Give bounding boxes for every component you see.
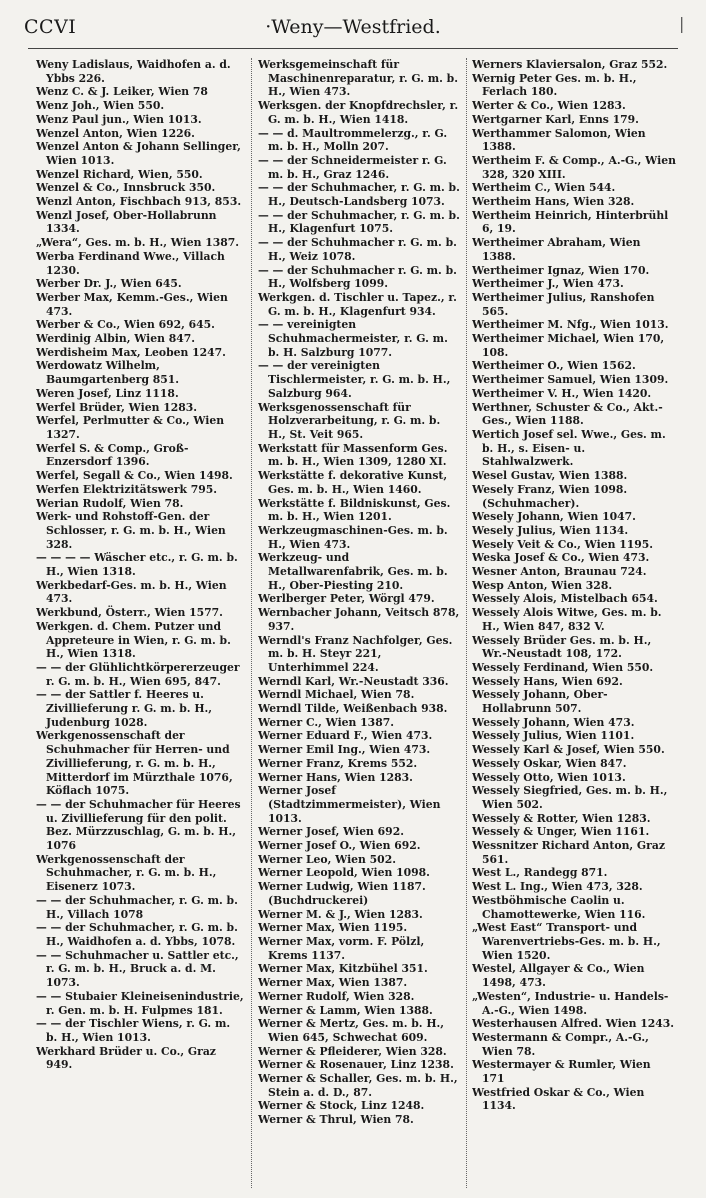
directory-entry: Westböhmische Caolin u. Chamottewerke, Wien 116.: [472, 893, 646, 921]
directory-entry: Wessely Johann, Ober-Hollabrunn 507.: [472, 688, 608, 716]
directory-entry: Werner & Mertz, Ges. m. b. H., Wien 645, Schwechat 609.: [258, 1017, 445, 1044]
directory-entry: Werner Max, Wien 1387.: [258, 976, 408, 990]
directory-entry: — — der vereinigten Tischlermeister, r. G. m. b. H., Salzburg 964.: [258, 359, 451, 400]
directory-entry: Werdowatz Wilhelm, Baumgartenberg 851.: [36, 359, 180, 387]
directory-entry: Werthammer Salomon, Wien 1388.: [472, 126, 646, 154]
directory-entry: Werkgen. d. Tischler u. Tapez., r. G. m. b. H., Klagenfurt 934.: [258, 290, 457, 318]
directory-entry: Wertheimer V. H., Wien 1420.: [472, 386, 652, 400]
directory-entry: Werner Josef O., Wien 692.: [258, 839, 421, 853]
directory-entry: Wessnitzer Richard Anton, Graz 561.: [472, 839, 665, 866]
directory-entry: Werner & Rosenauer, Linz 1238.: [258, 1058, 454, 1072]
directory-entry: Wessely Johann, Wien 473.: [472, 715, 635, 729]
column-3: [472, 58, 676, 1188]
directory-entry: Werfel, Segall & Co., Wien 1498.: [36, 469, 233, 483]
directory-entry: Weren Josef, Linz 1118.: [36, 386, 179, 400]
directory-columns: [36, 58, 676, 1188]
directory-entry: Wessely Oskar, Wien 847.: [472, 756, 627, 770]
directory-entry: Werner M. & J., Wien 1283.: [258, 907, 423, 921]
directory-entry: Werkhard Brüder u. Co., Graz 949.: [36, 1044, 216, 1072]
directory-entry: Werthner, Schuster & Co., Akt.-Ges., Wien 1188.: [472, 400, 663, 428]
directory-entry: Werfel, Perlmutter & Co., Wien 1327.: [36, 414, 225, 441]
page-header: [0, 14, 706, 44]
directory-entry: — — der Schuhmacher r. G. m. b. H., Wolfsberg 1099.: [258, 263, 457, 291]
directory-entry: — — d. Maultrommelerzg., r. G. m. b. H., Molln 207.: [258, 126, 448, 154]
directory-entry: Wesner Anton, Braunau 724.: [472, 565, 647, 579]
directory-entry: — — der Schuhmacher, r. G. m. b. H., Waidhofen a. d. Ybbs, 1078.: [36, 921, 238, 948]
directory-entry: Werndl Michael, Wien 78.: [258, 688, 415, 702]
directory-entry: Werner & Stock, Linz 1248.: [258, 1099, 425, 1113]
directory-entry: Werner Leopold, Wien 1098.: [258, 866, 430, 880]
directory-entry: Wertheimer Ignaz, Wien 170.: [472, 263, 650, 277]
directory-entry: Werba Ferdinand Wwe., Villach 1230.: [36, 249, 225, 277]
directory-entry: Wessely Hans, Wien 692.: [472, 674, 623, 688]
directory-entry: Westfried Oskar & Co., Wien 1134.: [472, 1085, 645, 1113]
column-1: [36, 58, 244, 1188]
directory-entry: Werfel Brüder, Wien 1283.: [36, 400, 198, 414]
directory-entry: Wertheimer Abraham, Wien 1388.: [472, 236, 641, 263]
directory-entry: Wenzel Anton & Johann Sellinger, Wien 1013.: [36, 140, 241, 167]
page-number: CCVI: [24, 16, 77, 38]
directory-entry: Wessely Karl & Josef, Wien 550.: [472, 743, 665, 757]
directory-entry: Wenz Joh., Wien 550.: [36, 99, 165, 113]
directory-entry: „Westen“, Industrie- u. Handels-A.-G., Wien 1498.: [472, 989, 669, 1017]
directory-entry: Werner Rudolf, Wien 328.: [258, 989, 415, 1003]
directory-entry: Werner Max, Wien 1195.: [258, 921, 408, 935]
directory-entry: Wenzl Josef, Ober-Hollabrunn 1334.: [36, 208, 217, 236]
directory-entry: Wenz Paul jun., Wien 1013.: [36, 112, 202, 126]
directory-entry: — — Schuhmacher u. Sattler etc., r. G. m. b. H., Bruck a. d. M. 1073.: [36, 948, 239, 990]
directory-entry: Wesel Gustav, Wien 1388.: [472, 469, 628, 483]
directory-entry: — — — — Wäscher etc., r. G. m. b. H., Wien 1318.: [36, 551, 238, 579]
directory-entry: Wertheimer J., Wien 473.: [472, 277, 624, 291]
directory-entry: Wenzel & Co., Innsbruck 350.: [36, 181, 216, 195]
directory-entry: Werdisheim Max, Leoben 1247.: [36, 345, 226, 359]
directory-entry: Wenzl Anton, Fischbach 913, 853.: [36, 195, 242, 209]
directory-entry: Wessely Siegfried, Ges. m. b. H., Wien 502.: [472, 784, 668, 811]
directory-entry: Wesely Julius, Wien 1134.: [472, 523, 629, 537]
directory-entry: Werian Rudolf, Wien 78.: [36, 496, 184, 510]
directory-entry: Wertheimer M. Nfg., Wien 1013.: [472, 318, 669, 332]
directory-entry: Wenzel Richard, Wien, 550.: [36, 167, 203, 181]
directory-entry: Wertheim Hans, Wien 328.: [472, 195, 635, 209]
corner-mark: |: [679, 14, 685, 33]
directory-entry: Westel, Allgayer & Co., Wien 1498, 473.: [472, 962, 645, 990]
directory-entry: Werner C., Wien 1387.: [258, 715, 394, 729]
directory-entry: Werksgen. der Knopfdrechsler, r. G. m. b. H., Wien 1418.: [258, 99, 459, 126]
directory-entry: Werner Emil Ing., Wien 473.: [258, 743, 431, 757]
directory-entry: Werkgen. d. Chem. Putzer und Appreteure in Wien, r. G. m. b. H., Wien 1318.: [36, 619, 231, 661]
directory-entry: Werkbedarf-Ges. m. b. H., Wien 473.: [36, 578, 227, 606]
directory-entry: Werner & Schaller, Ges. m. b. H., Stein a. d. D., 87.: [258, 1072, 458, 1099]
directory-entry: Werfen Elektrizitätswerk 795.: [36, 482, 218, 496]
directory-entry: Werksgemeinschaft für Maschinenreparatur, r. G. m. b. H., Wien 473.: [258, 58, 458, 99]
directory-entry: Wesp Anton, Wien 328.: [472, 578, 613, 592]
directory-entry: Wertheim F. & Comp., A.-G., Wien 328, 320 XIII.: [472, 153, 676, 181]
directory-entry: — — der Schneidermeister r. G. m. b. H., Graz 1246.: [258, 153, 447, 181]
directory-entry: — — vereinigten Schuhmachermeister, r. G. m. b. H. Salzburg 1077.: [258, 318, 448, 359]
directory-entry: Wertheimer Samuel, Wien 1309.: [472, 373, 669, 387]
header-rule: [28, 48, 678, 49]
directory-entry: Wertheimer Michael, Wien 170, 108.: [472, 332, 665, 359]
directory-entry: Wessely Otto, Wien 1013.: [472, 770, 626, 784]
directory-entry: West L., Randegg 871.: [472, 866, 608, 880]
directory-entry: Werner & Thrul, Wien 78.: [258, 1113, 414, 1127]
directory-entry: — — der Sattler f. Heeres u. Zivillieferung r. G. m. b. H., Judenburg 1028.: [36, 688, 213, 729]
directory-entry: Westerhausen Alfred. Wien 1243.: [472, 1017, 675, 1031]
directory-entry: Werkstatt für Massenform Ges. m. b. H., Wien 1309, 1280 XI.: [258, 441, 448, 469]
directory-entry: — — der Schuhmacher, r. G. m. b. H., Deutsch-Landsberg 1073.: [258, 181, 460, 209]
directory-entry: Werber Max, Kemm.-Ges., Wien 473.: [36, 290, 228, 318]
directory-entry: Wessely Alois Witwe, Ges. m. b. H., Wien 847, 832 V.: [472, 606, 662, 633]
directory-entry: Werndl Karl, Wr.-Neustadt 336.: [258, 674, 449, 688]
directory-entry: — — der Schuhmacher für Heeres u. Zivillieferung für den polit. Bez. Mürzzuschlag, G. m. b. H., 1076: [36, 797, 241, 853]
directory-entry: Wessely Alois, Mistelbach 654.: [472, 592, 658, 606]
directory-entry: West L. Ing., Wien 473, 328.: [472, 880, 643, 894]
directory-entry: Werners Klaviersalon, Graz 552.: [472, 58, 668, 71]
directory-entry: — — der Tischler Wiens, r. G. m. b. H., Wien 1013.: [36, 1017, 231, 1044]
column-2: [258, 58, 461, 1188]
directory-entry: Werkzeug- und Metallwarenfabrik, Ges. m. b. H., Ober-Piesting 210.: [258, 551, 448, 592]
directory-entry: Werk- und Rohstoff-Gen. der Schlosser, r. G. m. b. H., Wien 328.: [36, 510, 226, 551]
directory-entry: Wernig Peter Ges. m. b. H., Ferlach 180.: [472, 71, 637, 99]
directory-entry: Werner Eduard F., Wien 473.: [258, 729, 433, 743]
directory-entry: Wesely Veit & Co., Wien 1195.: [472, 537, 654, 551]
directory-entry: Wertheim C., Wien 544.: [472, 181, 616, 195]
directory-entry: Werner & Lamm, Wien 1388.: [258, 1003, 433, 1017]
directory-entry: — — der Schuhmacher r. G. m. b. H., Weiz 1078.: [258, 236, 457, 263]
directory-entry: Werkgenossenschaft der Schuhmacher, r. G. m. b. H., Eisenerz 1073.: [36, 852, 217, 894]
directory-entry: Werner Max, vorm. F. Pölzl, Krems 1137.: [258, 935, 425, 962]
directory-entry: Werter & Co., Wien 1283.: [472, 99, 626, 113]
directory-entry: Werner & Pfleiderer, Wien 328.: [258, 1044, 447, 1058]
directory-entry: Westermayer & Rumler, Wien 171: [472, 1058, 651, 1086]
directory-entry: Werkgenossenschaft der Schuhmacher für Herren- und Zivillieferung, r. G. m. b. H., Mitterdorf im Mürzthale 1076, Köflach 1075.: [36, 729, 233, 798]
directory-entry: Wenzel Anton, Wien 1226.: [36, 126, 195, 140]
directory-entry: Wessely Brüder Ges. m. b. H., Wr.-Neustadt 108, 172.: [472, 633, 652, 661]
directory-entry: Wertheim Heinrich, Hinterbrühl 6, 19.: [472, 208, 669, 236]
directory-entry: Wesely Johann, Wien 1047.: [472, 510, 636, 524]
directory-entry: — — Stubaier Kleineisenindustrie, r. Gen. m. b. H. Fulpmes 181.: [36, 989, 244, 1017]
directory-entry: Westermann & Compr., A.-G., Wien 78.: [472, 1030, 649, 1058]
directory-entry: Werdinig Albin, Wien 847.: [36, 332, 196, 346]
directory-entry: Werfel S. & Comp., Groß-Enzersdorf 1396.: [36, 441, 189, 469]
directory-entry: „West East“ Transport- und Warenvertriebs-Ges. m. b. H., Wien 1520.: [472, 921, 661, 962]
running-title: ·Weny—Westfried.: [265, 16, 441, 38]
directory-entry: Wenz C. & J. Leiker, Wien 78: [36, 85, 208, 99]
directory-entry: Wessely & Unger, Wien 1161.: [472, 825, 650, 839]
directory-entry: Werner Max, Kitzbühel 351.: [258, 962, 428, 976]
directory-entry: Werndl's Franz Nachfolger, Ges. m. b. H. Steyr 221, Unterhimmel 224.: [258, 633, 453, 674]
directory-entry: Werlberger Peter, Wörgl 479.: [258, 592, 435, 606]
directory-entry: — — der Schuhmacher, r. G. m. b. H., Villach 1078: [36, 893, 238, 921]
directory-entry: Wertgarner Karl, Enns 179.: [472, 112, 639, 126]
directory-entry: Wertich Josef sel. Wwe., Ges. m. b. H., s. Eisen- u. Stahlwalzwerk.: [472, 427, 666, 469]
directory-entry: Werksgenossenschaft für Holzverarbeitung, r. G. m. b. H., St. Veit 965.: [258, 400, 441, 441]
directory-entry: Wessely Julius, Wien 1101.: [472, 729, 635, 743]
directory-entry: Werner Josef, Wien 692.: [258, 825, 404, 839]
directory-entry: Wessely & Rotter, Wien 1283.: [472, 811, 651, 825]
directory-entry: — — der Glühlichtkörpererzeuger r. G. m. b. H., Wien 695, 847.: [36, 660, 240, 688]
directory-entry: Weny Ladislaus, Waidhofen a. d. Ybbs 226.: [36, 58, 231, 85]
directory-entry: „Wera“, Ges. m. b. H., Wien 1387.: [36, 236, 240, 250]
directory-entry: — — der Schuhmacher, r. G. m. b. H., Klagenfurt 1075.: [258, 208, 460, 236]
directory-entry: Werber & Co., Wien 692, 645.: [36, 318, 215, 332]
directory-entry: Werkstätte f. dekorative Kunst, Ges. m. b. H., Wien 1460.: [258, 469, 448, 496]
directory-entry: Wertheimer O., Wien 1562.: [472, 359, 636, 373]
directory-entry: Werner Josef (Stadtzimmermeister), Wien 1013.: [258, 784, 441, 825]
directory-entry: Werber Dr. J., Wien 645.: [36, 277, 182, 291]
directory-entry: Werkbund, Österr., Wien 1577.: [36, 606, 223, 620]
directory-entry: Weska Josef & Co., Wien 473.: [472, 551, 650, 565]
directory-entry: Werner Franz, Krems 552.: [258, 756, 418, 770]
directory-entry: Wessely Ferdinand, Wien 550.: [472, 660, 654, 674]
directory-entry: Wernbacher Johann, Veitsch 878, 937.: [258, 606, 460, 633]
directory-entry: Werkzeugmaschinen-Ges. m. b. H., Wien 473.: [258, 523, 448, 551]
directory-entry: Werner Ludwig, Wien 1187. (Buchdruckerei): [258, 880, 426, 907]
directory-entry: Werkstätte f. Bildniskunst, Ges. m. b. H., Wien 1201.: [258, 496, 451, 524]
directory-entry: Werner Hans, Wien 1283.: [258, 770, 413, 784]
directory-entry: Werner Leo, Wien 502.: [258, 852, 396, 866]
directory-entry: Werndl Tilde, Weißenbach 938.: [258, 702, 448, 716]
directory-entry: Wertheimer Julius, Ranshofen 565.: [472, 290, 655, 318]
directory-entry: Wesely Franz, Wien 1098. (Schuhmacher).: [472, 482, 628, 510]
